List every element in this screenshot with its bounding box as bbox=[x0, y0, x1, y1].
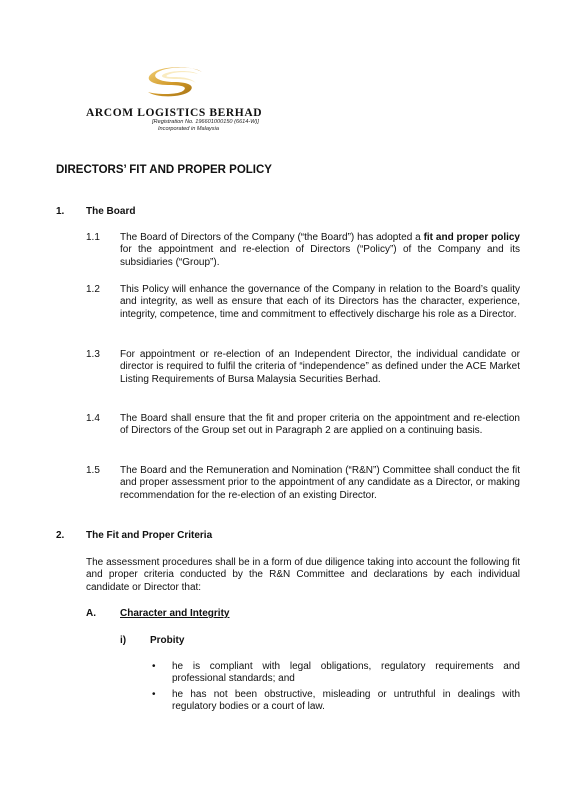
paragraph-text: For appointment or re-election of an Independent Director, the individual candidate or director is required to fulfil the criteria of “independence” as defined under the ACE Market Listing Requirements of Bursa Malaysia Securities Berhad. bbox=[120, 349, 520, 385]
section-number: 2. bbox=[56, 530, 65, 541]
paragraph-text bbox=[120, 232, 520, 269]
list-item: he is compliant with legal obligations, regulatory requirements and professional standards; and bbox=[172, 661, 520, 685]
paragraph-text-part: for the appointment and re-election of Directors (“Policy”) of the Company and its subsidiaries (“Group”). bbox=[120, 244, 520, 268]
paragraph-number: 1.4 bbox=[86, 413, 100, 424]
registration-info bbox=[152, 119, 259, 133]
section-heading: The Board bbox=[86, 206, 136, 217]
subsection-heading: Character and Integrity bbox=[120, 608, 230, 619]
bullet-icon: • bbox=[152, 689, 156, 700]
paragraph-text-bold: fit and proper policy bbox=[423, 232, 520, 243]
paragraph-number: 1.5 bbox=[86, 465, 100, 476]
page-title: DIRECTORS’ FIT AND PROPER POLICY bbox=[56, 164, 272, 176]
paragraph-text: This Policy will enhance the governance of the Company in relation to the Board’s quality and integrity, as well as ensure that each of its Directors has the character, experience, integrity, competence, time and commitment to effectively discharge his role as a Director. bbox=[120, 284, 520, 320]
paragraph-number: 1.1 bbox=[86, 232, 100, 243]
incorporation-note: Incorporated in Malaysia bbox=[158, 126, 219, 132]
paragraph-text: The Board shall ensure that the fit and proper criteria on the appointment and re-election of Directors of the Group set out in Paragraph 2 are applied on a continuing basis. bbox=[120, 413, 520, 437]
company-name: ARCOM LOGISTICS BERHAD bbox=[86, 107, 263, 119]
paragraph-number: 1.2 bbox=[86, 284, 100, 295]
paragraph-text-part: The Board of Directors of the Company (“the Board”) has adopted a bbox=[120, 232, 424, 243]
subsection-letter: A. bbox=[86, 608, 96, 619]
registration-number: [Registration No. 196601000150 (6614-W)] bbox=[152, 119, 259, 125]
section-number: 1. bbox=[56, 206, 65, 217]
item-numeral: i) bbox=[120, 635, 127, 646]
section-heading: The Fit and Proper Criteria bbox=[86, 530, 213, 541]
item-heading: Probity bbox=[150, 635, 185, 646]
paragraph-number: 1.3 bbox=[86, 349, 100, 360]
company-logo-icon bbox=[138, 64, 218, 104]
section-intro: The assessment procedures shall be in a form of due diligence taking into account the following fit and proper criteria conducted by the R&N Committee and declarations by each individual candidate or Director that: bbox=[86, 557, 520, 593]
list-item: he has not been obstructive, misleading or untruthful in dealings with regulatory bodies or a court of law. bbox=[172, 689, 520, 713]
bullet-icon: • bbox=[152, 661, 156, 672]
paragraph-text: The Board and the Remuneration and Nomination (“R&N”) Committee shall conduct the fit and proper assessment prior to the appointment of any candidate as a Director, or making recommendation for the re-election of an existing Director. bbox=[120, 465, 520, 501]
